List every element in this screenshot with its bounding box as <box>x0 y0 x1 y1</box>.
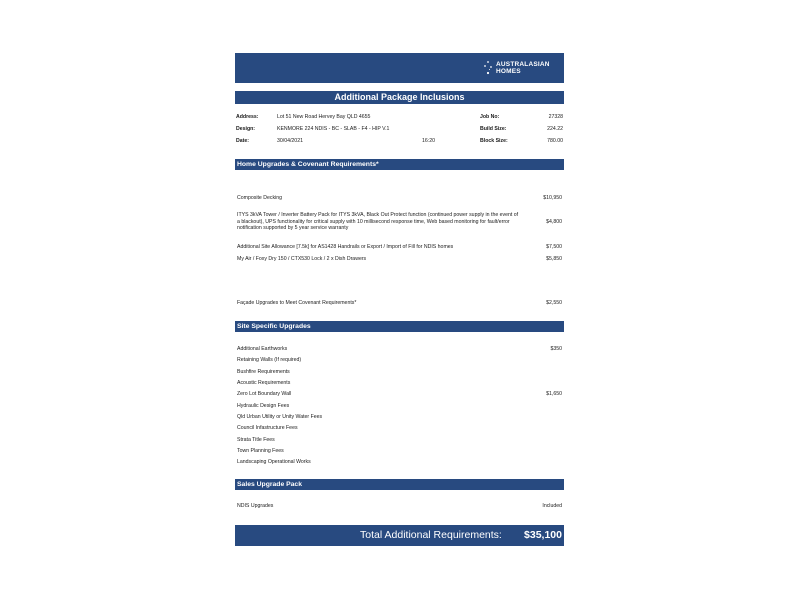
item-description: Hydraulic Design Fees <box>237 403 290 409</box>
list-item <box>237 414 562 421</box>
date-row <box>235 136 564 146</box>
list-item <box>237 357 562 364</box>
build-size-value: 224.22 <box>547 126 563 132</box>
list-item <box>237 346 562 353</box>
logo-line-2: HOMES <box>496 68 521 75</box>
design-row <box>235 124 564 134</box>
design-value: KENMORE 224 NDIS - BC - SLAB - F4 - HIP V.1 <box>277 126 390 132</box>
item-amount: Included <box>542 503 562 509</box>
address-label: Address: <box>236 114 259 120</box>
item-description: NDIS Upgrades <box>237 503 274 509</box>
item-amount: $5,850 <box>546 256 562 262</box>
date-label: Date: <box>236 138 249 144</box>
address-row <box>235 112 564 122</box>
item-amount: $1,650 <box>546 391 562 397</box>
header-banner <box>235 53 564 83</box>
list-item <box>237 369 562 376</box>
total-bar <box>235 525 564 546</box>
item-description: Additional Earthworks <box>237 346 288 352</box>
list-item <box>237 448 562 455</box>
item-amount: $350 <box>550 346 562 352</box>
item-description: Acoustic Requirements <box>237 380 291 386</box>
item-amount: $7,500 <box>546 244 562 250</box>
list-item <box>237 437 562 444</box>
document-page <box>235 53 564 546</box>
company-logo <box>483 60 561 76</box>
item-amount: $4,800 <box>546 219 562 225</box>
job-no-label: Job No: <box>480 114 500 120</box>
section-heading-sales-upgrade: Sales Upgrade Pack <box>235 479 564 490</box>
item-description: Qld Urban Utility or Unity Water Fees <box>237 414 323 420</box>
item-description: My Air / Foxy Dry 150 / CTX530 Lock / 2 x Dish Drawers <box>237 256 367 262</box>
list-item <box>237 256 562 263</box>
item-description: Council Infastructure Fees <box>237 425 298 431</box>
address-value: Lot 51 New Road Hervey Bay QLD 4655 <box>277 114 371 120</box>
item-description: Retaining Walls (If required) <box>237 357 302 363</box>
page-title: Additional Package Inclusions <box>235 91 564 104</box>
list-item <box>237 212 562 232</box>
list-item <box>237 380 562 387</box>
item-description: Strata Title Fees <box>237 437 275 443</box>
job-no-value: 27328 <box>548 114 563 120</box>
list-item <box>237 195 562 202</box>
list-item <box>237 244 562 251</box>
southern-cross-icon <box>483 60 493 76</box>
item-description: ITYS 3kVA Tower / Inverter Battery Pack for ITYS 3kVA, Black Out Protect function (continued power supply in the event of a blackout), UPS functionality for critical supply with 10 millisecond response time, Web based monitoring for fault/error notification supported by 5 year service warranty <box>237 212 519 232</box>
list-item <box>237 503 562 510</box>
list-item <box>237 391 562 398</box>
section-heading-site-specific: Site Specific Upgrades <box>235 321 564 332</box>
item-description: Bushfire Requirements <box>237 369 290 375</box>
list-item <box>237 425 562 432</box>
item-amount: $2,550 <box>546 300 562 306</box>
total-value: $35,100 <box>524 529 562 541</box>
item-description: Façade Upgrades to Meet Covenant Requirements* <box>237 300 357 306</box>
item-description: Town Planning Fees <box>237 448 284 454</box>
total-label: Total Additional Requirements: <box>360 529 502 541</box>
item-amount: $10,950 <box>543 195 562 201</box>
list-item <box>237 403 562 410</box>
logo-line-1: AUSTRALASIAN <box>496 61 550 68</box>
build-size-label: Build Size: <box>480 126 507 132</box>
section-heading-home-upgrades: Home Upgrades & Covenant Requirements* <box>235 159 564 170</box>
item-description: Landscaping Operational Works <box>237 459 311 465</box>
time-value: 16:20 <box>422 138 435 144</box>
design-label: Design: <box>236 126 256 132</box>
item-description: Additional Site Allowance [7.5k] for AS1428 Handrails or Export / Import of Fill for NDIS homes <box>237 244 454 250</box>
item-description: Zero Lot Boundary Wall <box>237 391 292 397</box>
block-size-label: Block Size: <box>480 138 508 144</box>
date-value: 30/04/2021 <box>277 138 303 144</box>
block-size-value: 780.00 <box>547 138 563 144</box>
list-item <box>237 459 562 466</box>
item-description: Composite Decking <box>237 195 282 201</box>
list-item <box>237 300 562 307</box>
